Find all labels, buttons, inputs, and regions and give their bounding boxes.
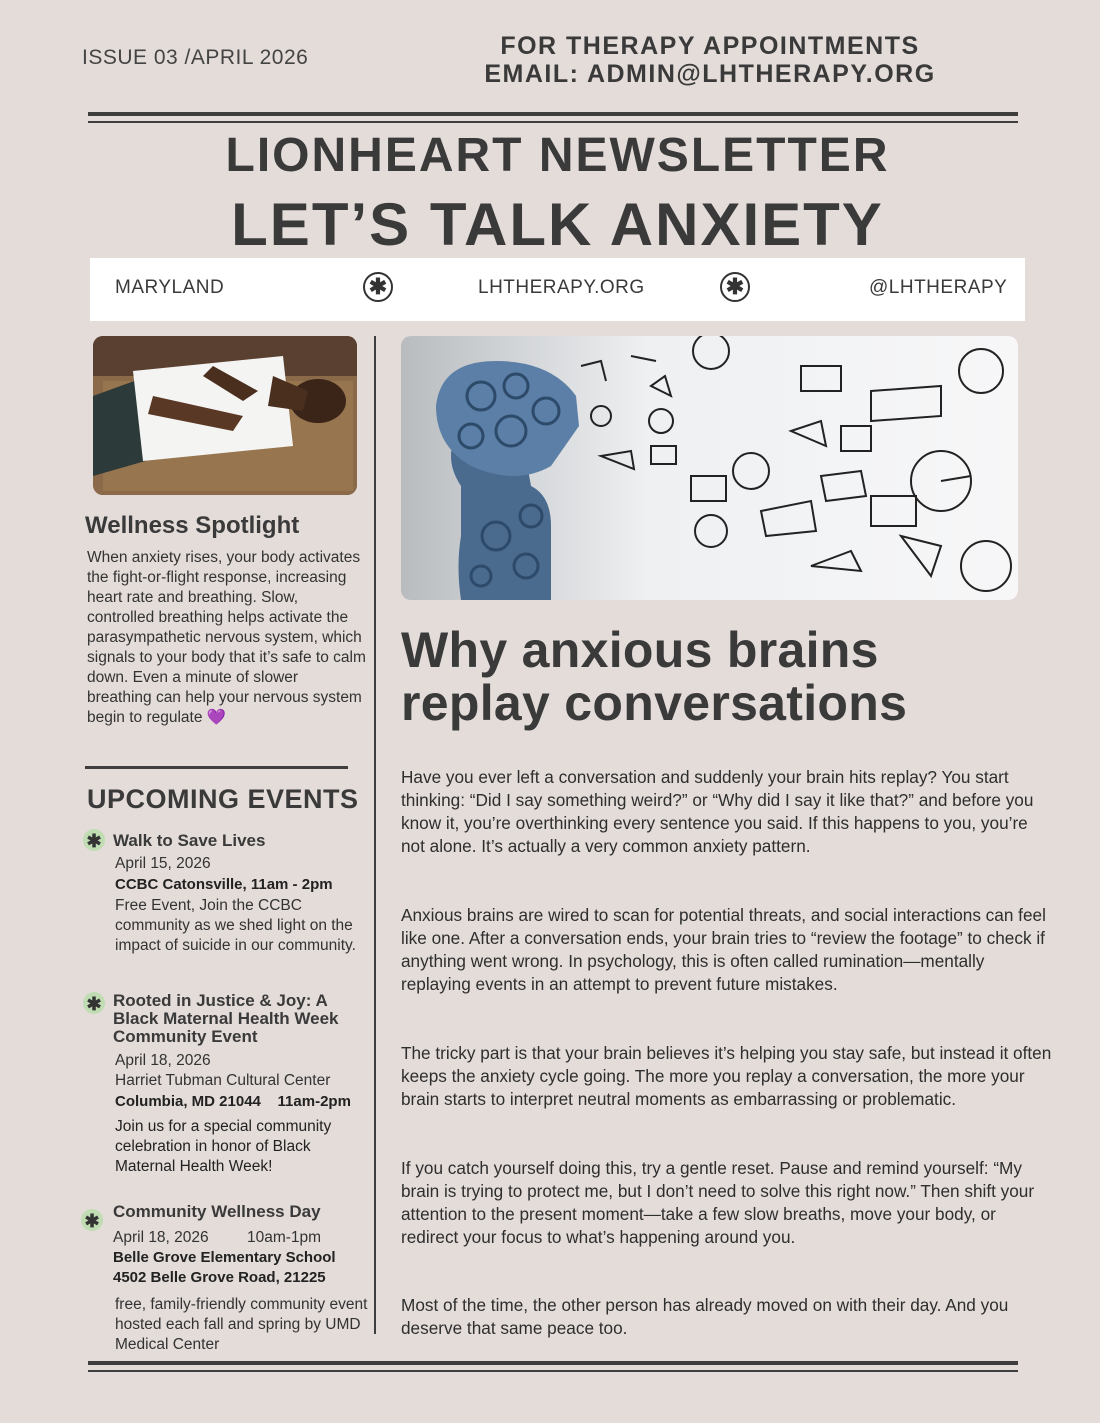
bottom-rule-2 [88,1370,1018,1372]
brain-illustration [401,336,1018,600]
asterisk-circle-icon: ✱ [720,272,750,302]
top-rule-2 [88,121,1018,123]
event-3-address: 4502 Belle Grove Road, 21225 [113,1269,326,1286]
event-1-date: April 15, 2026 [115,855,211,872]
event-3-venue: Belle Grove Elementary School [113,1249,336,1266]
spotlight-text: When anxiety rises, your body activates the fight-or-flight response, increasing heart rate and breathing. Slow, controlled breathing helps activate the parasympathetic nervous system, which signals to your body that it’s safe to calm down. Even a minute of slower breathing can help your nervous system begin to regulate [87,549,366,726]
event-1-description: Free Event, Join the CCBC community as we shed light on the impact of suicide in our community. [115,897,356,954]
social-handle[interactable]: @LHTHERAPY [869,277,1008,298]
event-2-location: Columbia, MD 21044 11am-2pm [115,1093,351,1110]
contact-info [440,32,980,88]
event-1-name: Walk to Save Lives [113,831,266,850]
newsletter-subtitle: LET’S TALK ANXIETY [231,191,884,258]
event-3-time: 10am-1pm [247,1229,322,1246]
article-headline: Why anxious brains replay conversations [401,622,908,731]
asterisk-icon: ✱ [83,992,105,1014]
contact-line-1: FOR THERAPY APPOINTMENTS [500,32,920,60]
issue-label: ISSUE 03 /APRIL 2026 [82,46,309,69]
spotlight-divider [85,766,348,769]
location-label: MARYLAND [115,277,225,298]
event-3-date: April 18, 2026 [113,1229,209,1246]
newsletter-title: LIONHEART NEWSLETTER [225,129,890,182]
article-paragraph-4: If you catch yourself doing this, try a gentle reset. Pause and remind yourself: “My brain is trying to protect me, but I don’t need to solve this right now.” Then shift your attention to the present moment—take a few slow breaths, move your body, or redirect your focus to what’s happening around you. [401,1158,1035,1247]
spotlight-body [87,548,367,728]
event-1-location: CCBC Catonsville, 11am - 2pm [115,876,333,893]
spotlight-title: Wellness Spotlight [85,512,300,539]
event-2-date: April 18, 2026 [115,1052,211,1069]
person-lying-image [93,336,357,495]
asterisk-icon: ✱ [81,1209,103,1231]
event-3-description: free, family-friendly community event hosted each fall and spring by UMD Medical Center [115,1296,368,1353]
info-bar [90,258,1025,321]
bottom-rule-1 [88,1361,1018,1365]
article-paragraph-2: Anxious brains are wired to scan for potential threats, and social interactions can feel like one. After a conversation ends, your brain tries to “review the footage” to check if anything went wrong. In psychology, this is often called rumination—mentally replaying events in an attempt to prevent future mistakes. [401,905,1046,994]
article-paragraph-3: The tricky part is that your brain believes it’s helping you stay safe, but instead it often keeps the anxiety cycle going. The more you replay a conversation, the more your brain starts to interpret neutral moments as embarrassing or problematic. [401,1043,1052,1109]
asterisk-circle-icon: ✱ [363,272,393,302]
gear-head-image [401,336,1018,600]
event-2-venue: Harriet Tubman Cultural Center [115,1072,331,1089]
breathing-photo [93,336,357,495]
top-rule-1 [88,112,1018,116]
website-link[interactable]: LHTHERAPY.ORG [478,277,645,298]
article-paragraph-5: Most of the time, the other person has already moved on with their day. And you deserve that same peace too. [401,1295,1009,1338]
event-2-description: Join us for a special community celebration in honor of Black Maternal Health Week! [115,1118,332,1175]
heart-icon: 💜 [206,709,227,726]
contact-email[interactable]: EMAIL: ADMIN@LHTHERAPY.ORG [484,60,936,88]
column-divider [374,336,376,1334]
events-title: UPCOMING EVENTS [87,784,359,814]
article-paragraph-1: Have you ever left a conversation and suddenly your brain hits replay? You start thinking: “Did I say something weird?” or “Why did I say it like that?” and before you know it, you’re overthinking every sentence you said. If this happens to you, you’re not alone. It’s actually a very common anxiety pattern. [401,767,1034,856]
asterisk-icon: ✱ [83,829,105,851]
event-3-name: Community Wellness Day [113,1202,321,1221]
event-2-name: Rooted in Justice & Joy: A Black Maternal Health Week Community Event [113,991,339,1046]
